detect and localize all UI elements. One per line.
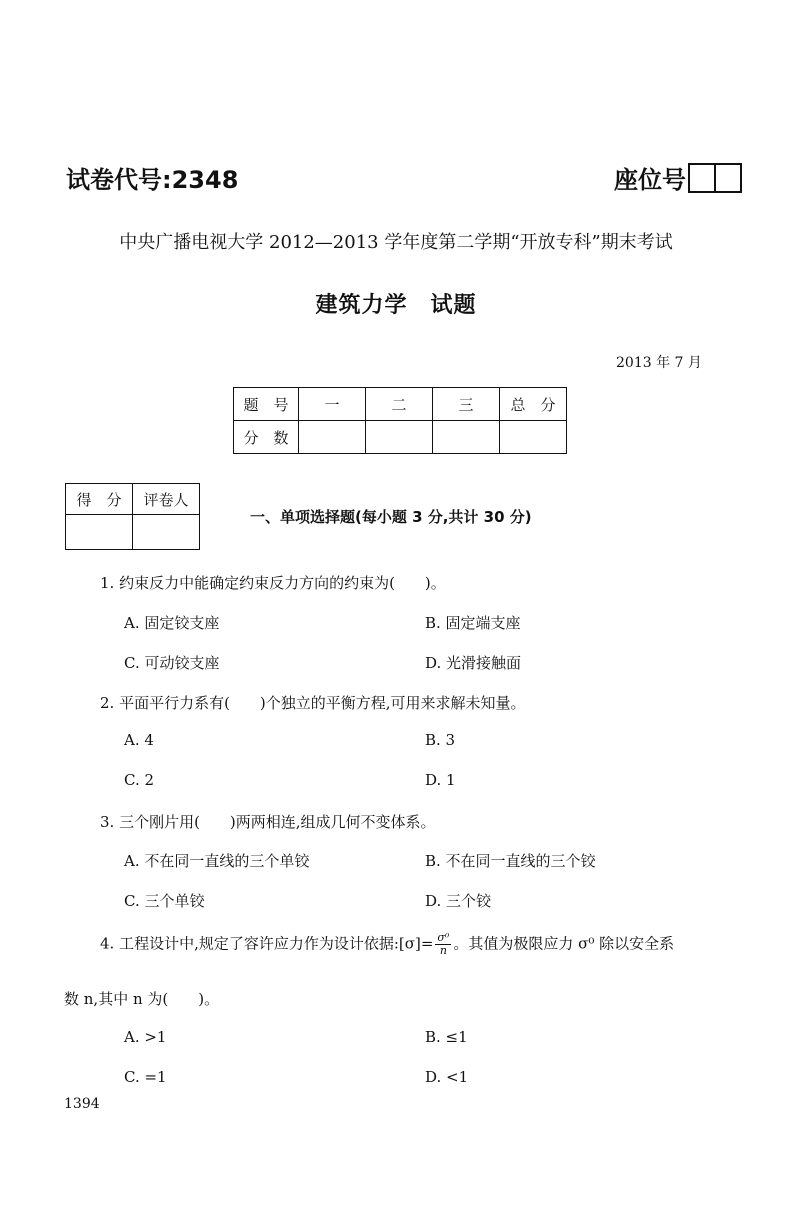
- question-4-option-a: A. >1: [124, 1028, 167, 1046]
- question-1-option-c: C. 可动铰支座: [124, 654, 220, 672]
- score-table: [233, 387, 567, 454]
- score-cell: [500, 421, 567, 454]
- question-3-option-c: C. 三个单铰: [124, 892, 205, 910]
- question-1-option-d: D. 光滑接触面: [425, 654, 522, 672]
- question-3-stem: 3. 三个刚片用( )两两相连,组成几何不变体系。: [100, 813, 436, 831]
- formula-numerator: σ⁰: [437, 931, 450, 944]
- question-1-option-a: A. 固定铰支座: [124, 614, 220, 632]
- question-1-stem: 1. 约束反力中能确定约束反力方向的约束为( )。: [100, 574, 446, 592]
- question-2-option-d: D. 1: [425, 771, 456, 789]
- question-1-option-b: B. 固定端支座: [425, 614, 521, 632]
- question-4-option-b: B. ≤1: [425, 1028, 468, 1046]
- score-header-cell: 一: [299, 388, 366, 421]
- score-cell: [299, 421, 366, 454]
- question-4-option-c: C. =1: [124, 1068, 167, 1086]
- question-4-option-d: D. <1: [425, 1068, 469, 1086]
- question-4-stem: [100, 932, 674, 957]
- grader-table: [65, 483, 200, 550]
- page-number: 1394: [64, 1096, 100, 1112]
- section-title: 一、单项选择题(每小题 3 分,共计 30 分): [250, 508, 532, 526]
- formula-denominator: n: [439, 944, 447, 957]
- question-3-option-d: D. 三个铰: [425, 892, 492, 910]
- question-2-option-b: B. 3: [425, 731, 456, 749]
- score-header-cell: 题 号: [234, 388, 299, 421]
- question-2-option-a: A. 4: [124, 731, 154, 749]
- seat-number-box: [688, 163, 742, 193]
- score-row-label: 分 数: [234, 421, 299, 454]
- grader-score-cell: [66, 515, 133, 550]
- score-header-cell: 总 分: [500, 388, 567, 421]
- score-table-header-row: [234, 388, 567, 421]
- grader-header-row: [66, 484, 200, 515]
- seat-cell: [690, 165, 714, 191]
- grader-name-cell: [133, 515, 200, 550]
- grader-blank-row: [66, 515, 200, 550]
- score-table-score-row: [234, 421, 567, 454]
- seat-cell: [714, 165, 740, 191]
- grader-score-label: 得 分: [66, 484, 133, 515]
- score-header-cell: 二: [366, 388, 433, 421]
- grader-name-label: 评卷人: [133, 484, 200, 515]
- score-header-cell: 三: [433, 388, 500, 421]
- score-cell: [366, 421, 433, 454]
- seat-number: [614, 160, 742, 195]
- exam-code: 试卷代号:2348: [66, 166, 239, 194]
- question-3-option-b: B. 不在同一直线的三个铰: [425, 852, 596, 870]
- score-cell: [433, 421, 500, 454]
- seat-label: 座位号: [614, 166, 686, 194]
- question-3-option-a: A. 不在同一直线的三个单铰: [124, 852, 310, 870]
- exam-title: 中央广播电视大学 2012—2013 学年度第二学期“开放专科”期末考试: [119, 232, 673, 253]
- question-4-stem-line2: 数 n,其中 n 为( )。: [64, 990, 220, 1008]
- question-4-stem-part1: 4. 工程设计中,规定了容许应力作为设计依据:[σ]=: [100, 934, 434, 953]
- allowable-stress-formula: [435, 932, 451, 957]
- question-2-option-c: C. 2: [124, 771, 155, 789]
- question-2-stem: 2. 平面平行力系有( )个独立的平衡方程,可用来求解未知量。: [100, 694, 526, 712]
- subject-title: 建筑力学 试题: [315, 293, 477, 318]
- exam-date: 2013 年 7 月: [616, 355, 702, 371]
- question-4-stem-part2: 。其值为极限应力 σ⁰ 除以安全系: [453, 934, 675, 953]
